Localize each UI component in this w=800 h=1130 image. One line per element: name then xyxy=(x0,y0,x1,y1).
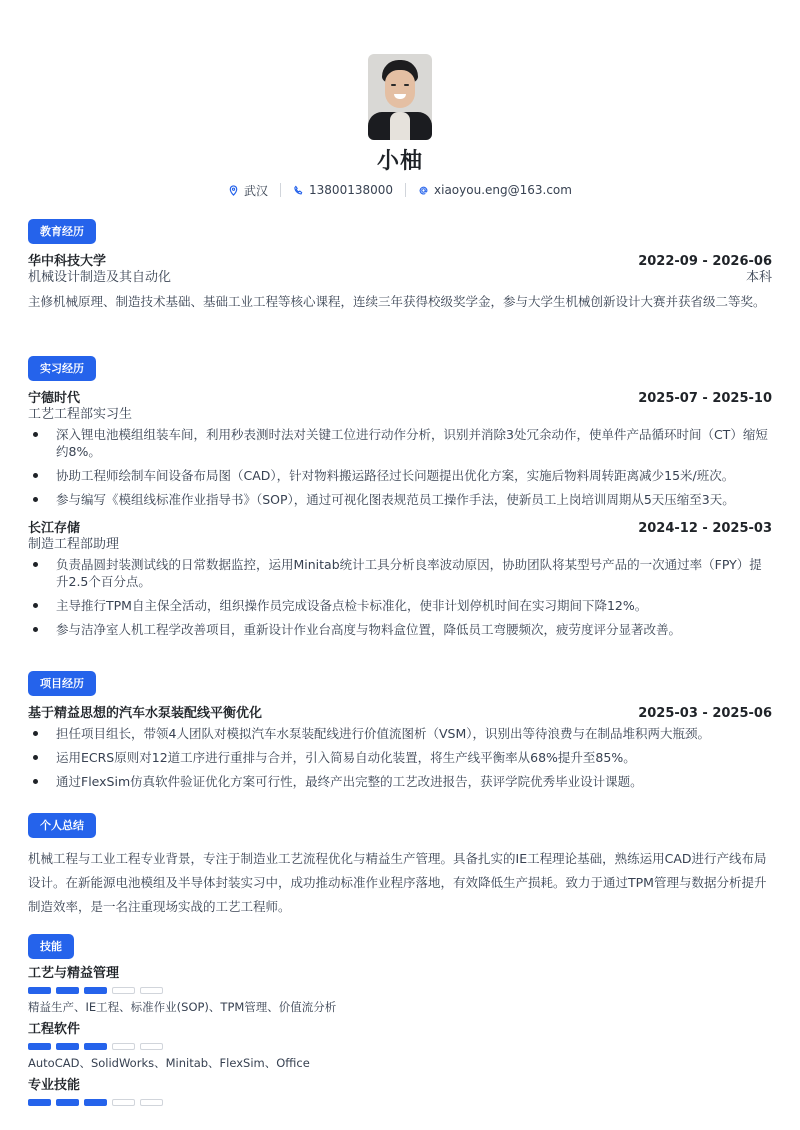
phone-icon xyxy=(293,185,304,196)
candidate-name: 小柚 xyxy=(376,149,423,174)
major: 机械设计制造及其自动化 xyxy=(28,270,172,285)
internship-date: 2025-07 - 2025-10 xyxy=(638,391,772,406)
skills-section xyxy=(28,934,772,1106)
list-item: 通过FlexSim仿真软件验证优化方案可行性，最终产出完整的工艺改进报告，获评学院优秀毕业设计课题。 xyxy=(28,773,772,790)
at-sign-icon xyxy=(418,185,429,196)
contact-info xyxy=(28,180,772,200)
degree: 本科 xyxy=(745,270,772,285)
role: 制造工程部助理 xyxy=(28,537,120,552)
company-name: 宁德时代 xyxy=(28,391,81,406)
school-name: 华中科技大学 xyxy=(28,254,107,269)
skill-item xyxy=(28,965,772,1015)
contact-email xyxy=(406,183,584,197)
projects-section xyxy=(28,671,772,797)
bullet-list xyxy=(28,426,772,508)
education-section xyxy=(28,219,772,314)
list-item: 深入锂电池模组组装车间，利用秒表测时法对关键工位进行动作分析，识别并消除3处冗余动作，使单件产品循环时间（CT）缩短约8%。 xyxy=(28,426,772,460)
contact-phone xyxy=(281,183,405,197)
skill-name: 专业技能 xyxy=(28,1078,81,1093)
location-text: 武汉 xyxy=(244,183,269,198)
list-item: 参与编写《模组线标准作业指导书》（SOP），通过可视化图表规范员工操作手法，使新员工上岗培训周期从5天压缩至3天。 xyxy=(28,491,772,508)
skill-item xyxy=(28,1021,772,1071)
education-item xyxy=(28,253,772,314)
section-title: 实习经历 xyxy=(28,356,96,381)
project-name: 基于精益思想的汽车水泵装配线平衡优化 xyxy=(28,706,263,721)
bullet-list xyxy=(28,725,772,790)
section-title: 技能 xyxy=(28,934,74,959)
list-item: 担任项目组长，带领4人团队对模拟汽车水泵装配线进行价值流图析（VSM），识别出等待浪费与在制品堆积两大瓶颈。 xyxy=(28,725,772,742)
list-item: 负责晶圆封装测试线的日常数据监控，运用Minitab统计工具分析良率波动原因，协助团队将某型号产品的一次通过率（FPY）提升2.5个百分点。 xyxy=(28,556,772,590)
company-name: 长江存储 xyxy=(28,521,81,536)
internship-item xyxy=(28,520,772,638)
list-item: 主导推行TPM自主保全活动，组织操作员完成设备点检卡标准化，使非计划停机时间在实习期间下降12%。 xyxy=(28,597,772,614)
summary-section xyxy=(28,813,772,919)
skill-level-bar xyxy=(28,1099,772,1106)
email-text: xiaoyou.eng@163.com xyxy=(434,183,572,197)
internship-section xyxy=(28,356,772,645)
skill-name: 工程软件 xyxy=(28,1022,81,1037)
section-title: 教育经历 xyxy=(28,219,96,244)
skill-name: 工艺与精益管理 xyxy=(28,966,120,981)
section-title: 个人总结 xyxy=(28,813,96,838)
list-item: 运用ECRS原则对12道工序进行重排与合并，引入简易自动化装置，将生产线平衡率从68%提升至85%。 xyxy=(28,749,772,766)
project-item xyxy=(28,705,772,790)
list-item: 协助工程师绘制车间设备布局图（CAD），针对物料搬运路径过长问题提出优化方案，实施后物料周转距离减少15米/班次。 xyxy=(28,467,772,484)
role: 工艺工程部实习生 xyxy=(28,407,133,422)
phone-text: 13800138000 xyxy=(309,183,394,197)
project-date: 2025-03 - 2025-06 xyxy=(638,706,772,721)
skill-level-bar xyxy=(28,987,772,994)
section-title: 项目经历 xyxy=(28,671,96,696)
education-date: 2022-09 - 2026-06 xyxy=(638,254,772,269)
skill-level-bar xyxy=(28,1043,772,1050)
map-pin-icon xyxy=(228,185,239,196)
skill-item xyxy=(28,1077,772,1106)
skill-description: AutoCAD、SolidWorks、Minitab、FlexSim、Office xyxy=(28,1056,310,1070)
internship-item xyxy=(28,390,772,508)
skill-description: 精益生产、IE工程、标准作业(SOP)、TPM管理、价值流分析 xyxy=(28,1000,337,1014)
list-item: 参与洁净室人机工程学改善项目，重新设计作业台高度与物料盒位置，降低员工弯腰频次，疲劳度评分显著改善。 xyxy=(28,621,772,638)
avatar xyxy=(368,54,432,140)
bullet-list xyxy=(28,556,772,638)
summary-text: 机械工程与工业工程专业背景，专注于制造业工艺流程优化与精益生产管理。具备扎实的IE工程理论基础，熟练运用CAD进行产线布局设计。在新能源电池模组及半导体封装实习中，成功推动标准作业程序落地，有效降低生产损耗。致力于通过TPM管理与数据分析提升制造效率，是一名注重现场实战的工艺工程师。 xyxy=(28,851,767,914)
resume-header xyxy=(28,0,772,200)
contact-location xyxy=(216,182,280,199)
education-description: 主修机械原理、制造技术基础、基础工业工程等核心课程，连续三年获得校级奖学金，参与大学生机械创新设计大赛并获省级二等奖。 xyxy=(28,294,766,309)
internship-date: 2024-12 - 2025-03 xyxy=(638,521,772,536)
